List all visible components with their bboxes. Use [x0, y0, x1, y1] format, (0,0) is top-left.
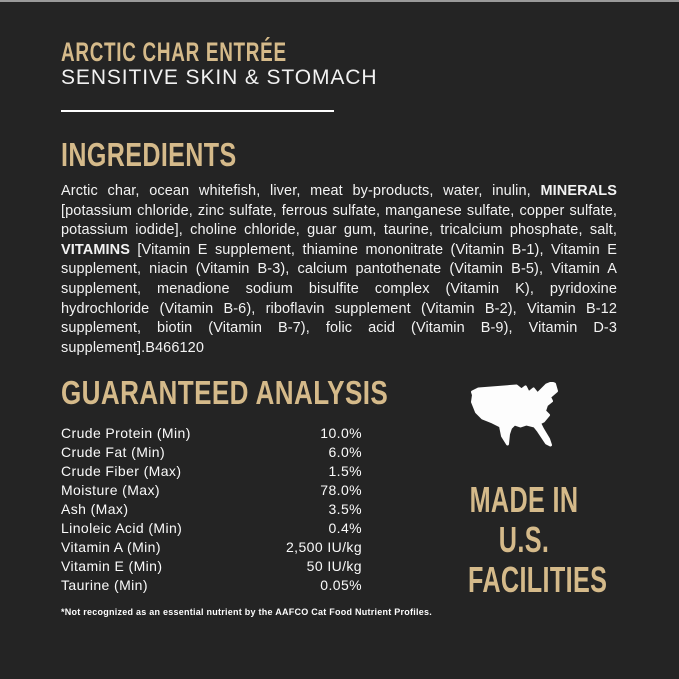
made-in-line2: U.S. — [498, 519, 550, 560]
ingredients-heading: INGREDIENTS — [61, 136, 237, 173]
nutrient-value: 1.5% — [328, 463, 362, 479]
nutrient-label: Vitamin A (Min) — [61, 539, 161, 555]
nutrient-label: Crude Fat (Min) — [61, 444, 166, 460]
made-in-us-facilities — [468, 479, 608, 600]
table-row — [61, 538, 362, 557]
nutrient-label: Linoleic Acid (Min) — [61, 520, 183, 536]
table-row — [61, 462, 362, 481]
nutrient-value: 50 IU/kg — [306, 558, 362, 574]
ingredients-paragraph: Arctic char, ocean whitefish, liver, meat by-products, water, inulin, MINERALS [potassium chloride, zinc sulfate, ferrous sulfate, manganese sulfate, copper sulfate, potassium iodide], choline chloride, guar gum, taurine, tricalcium phosphate, salt, VITAMINS [Vitamin E supplement, thiamine mononitrate (Vitamin B-1), Vitamin E supplement, niacin (Vitamin B-3), calcium pantothenate (Vitamin B-5), Vitamin A supplement, menadione sodium bisulfite complex (Vitamin K), pyridoxine hydrochloride (Vitamin B-6), riboflavin supplement (Vitamin B-2), Vitamin B-12 supplement, biotin (Vitamin B-7), folic acid (Vitamin B-9), Vitamin D-3 supplement].B466120 — [61, 183, 617, 356]
table-row — [61, 519, 362, 538]
nutrient-value: 0.4% — [328, 520, 362, 536]
product-subtitle: SENSITIVE SKIN & STOMACH — [61, 66, 378, 89]
table-row — [61, 443, 362, 462]
nutrient-label: Ash (Max) — [61, 501, 129, 517]
nutrient-value: 10.0% — [320, 425, 362, 441]
nutrient-value: 3.5% — [328, 501, 362, 517]
table-row — [61, 500, 362, 519]
made-in-line3: FACILITIES — [468, 559, 608, 600]
nutrient-label: Moisture (Max) — [61, 482, 160, 498]
guaranteed-analysis-table — [61, 424, 362, 595]
guaranteed-analysis-heading: GUARANTEED ANALYSIS — [61, 374, 389, 411]
nutrient-label: Crude Protein (Min) — [61, 425, 191, 441]
made-in-line1: MADE IN — [469, 479, 579, 520]
nutrient-value: 0.05% — [320, 577, 362, 593]
nutrient-value: 78.0% — [320, 482, 362, 498]
label-top-edge — [0, 0, 679, 2]
table-row — [61, 557, 362, 576]
nutrient-value: 2,500 IU/kg — [286, 539, 362, 555]
usa-map-icon — [464, 382, 585, 458]
table-row — [61, 481, 362, 500]
aafco-footnote: *Not recognized as an essential nutrient by the AAFCO Cat Food Nutrient Profiles. — [61, 607, 432, 617]
nutrient-label: Crude Fiber (Max) — [61, 463, 182, 479]
nutrient-label: Taurine (Min) — [61, 577, 148, 593]
header-divider — [61, 110, 334, 112]
nutrient-label: Vitamin E (Min) — [61, 558, 163, 574]
table-row — [61, 424, 362, 443]
nutrient-value: 6.0% — [328, 444, 362, 460]
product-title: ARCTIC CHAR ENTRÉE — [61, 37, 287, 67]
table-row — [61, 576, 362, 595]
